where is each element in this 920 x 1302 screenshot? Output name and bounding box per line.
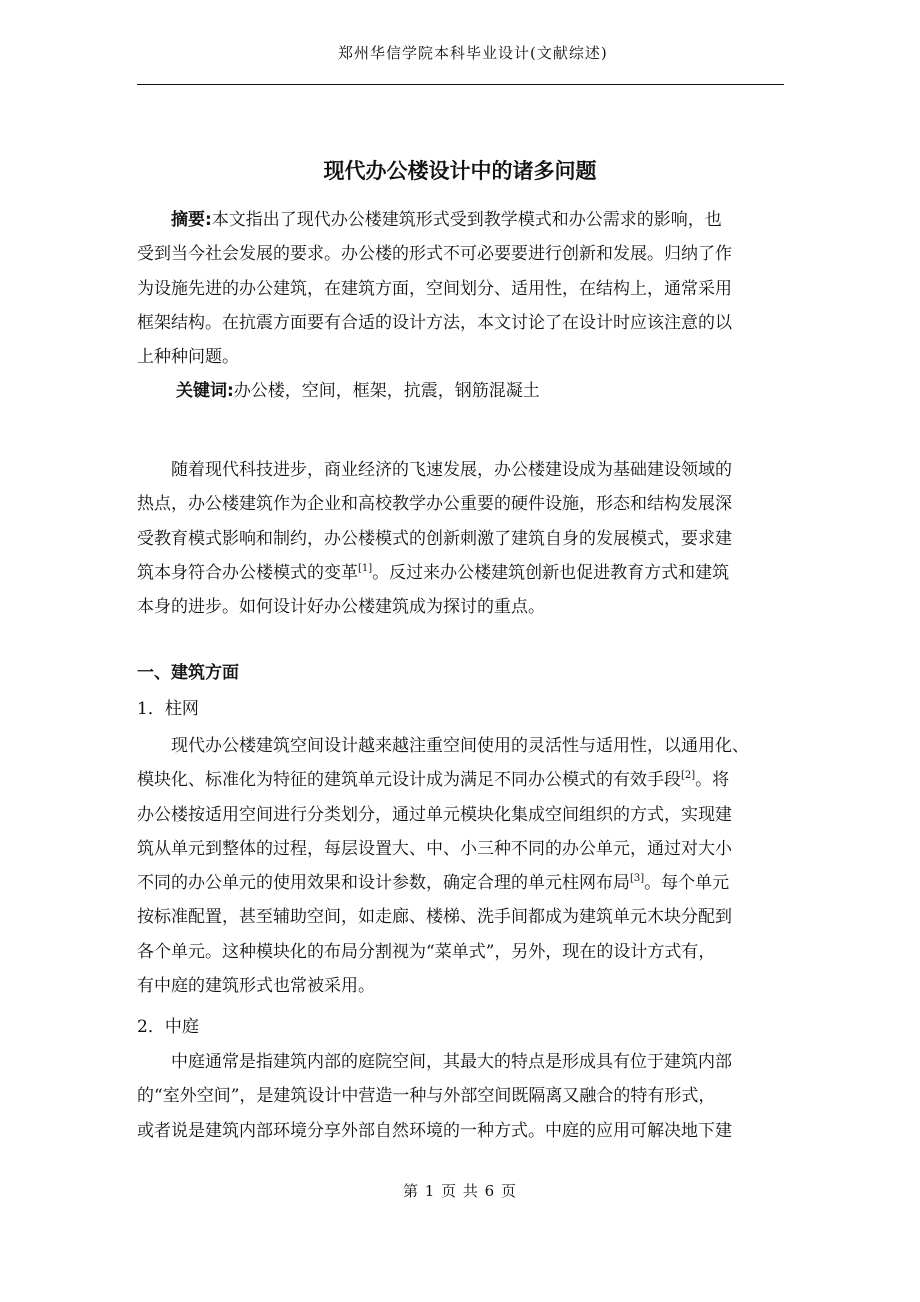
atrium-paragraph bbox=[137, 1045, 784, 1148]
abstract-text-line: 本文指出了现代办公楼建筑形式受到教学模式和办公需求的影响，也 bbox=[211, 210, 722, 230]
paragraph-text: 不同的办公单元的使用效果和设计参数，确定合理的单元柱网布局 bbox=[137, 873, 630, 894]
abstract-line: 上种种问题。 bbox=[137, 347, 239, 368]
paragraph-line bbox=[137, 763, 784, 797]
citation-reference: [2] bbox=[681, 770, 696, 782]
citation-reference: [1] bbox=[358, 562, 373, 574]
citation-reference: [3] bbox=[630, 873, 645, 885]
abstract-line: 框架结构。在抗震方面要有合适的设计方法，本文讨论了在设计时应该注意的以 bbox=[137, 312, 732, 333]
section-heading-architecture: 一、建筑方面 bbox=[137, 663, 239, 684]
abstract-line: 为设施先进的办公建筑，在建筑方面，空间划分、适用性，在结构上，通常采用 bbox=[137, 278, 732, 299]
paragraph-line: 筑从单元到整体的过程，每层设置大、中、小三种不同的办公单元，通过对大小 bbox=[137, 838, 732, 859]
abstract-label: 摘要: bbox=[171, 210, 212, 230]
keywords-text: 办公楼，空间，框架，抗震，钢筋混凝土 bbox=[233, 381, 540, 401]
subsection-heading-column-grid: 1．柱网 bbox=[137, 699, 199, 719]
paragraph-line: 本身的进步。如何设计好办公楼建筑成为探讨的重点。 bbox=[137, 597, 545, 618]
paragraph-line: 热点，办公楼建筑作为企业和高校教学办公重要的硬件设施，形态和结构发展深 bbox=[137, 494, 732, 515]
paragraph-line: 各个单元。这种模块化的布局分割视为“菜单式”，另外，现在的设计方式有， bbox=[137, 941, 716, 962]
introduction-paragraph bbox=[137, 453, 784, 624]
paragraph-text: 。将 bbox=[695, 770, 730, 791]
paragraph-line: 或者说是建筑内部环境分享外部自然环境的一种方式。中庭的应用可解决地下建 bbox=[137, 1120, 732, 1141]
paragraph-text: 筑本身符合办公楼模式的变革 bbox=[137, 562, 358, 583]
abstract-paragraph bbox=[137, 203, 784, 374]
subsection-heading-atrium: 2．中庭 bbox=[137, 1017, 199, 1037]
keywords-line bbox=[176, 374, 540, 408]
paragraph-line bbox=[137, 866, 784, 900]
paragraph-text: 模块化、标准化为特征的建筑单元设计成为满足不同办公模式的有效手段 bbox=[137, 770, 681, 791]
paragraph-text: 。每个单元 bbox=[644, 873, 730, 894]
header-divider bbox=[137, 84, 784, 85]
paragraph-line bbox=[137, 556, 784, 590]
keywords-label: 关键词: bbox=[176, 381, 234, 401]
paragraph-line: 办公楼按适用空间进行分类划分，通过单元模块化集成空间组织的方式，实现建 bbox=[137, 804, 732, 825]
paragraph-line: 受教育模式影响和制约，办公楼模式的创新刺激了建筑自身的发展模式，要求建 bbox=[137, 528, 732, 549]
abstract-line bbox=[137, 203, 784, 237]
document-title: 现代办公楼设计中的诸多问题 bbox=[323, 159, 597, 184]
paragraph-line: 随着现代科技进步，商业经济的飞速发展，办公楼建设成为基础建设领域的 bbox=[171, 460, 732, 480]
abstract-line: 受到当今社会发展的要求。办公楼的形式不可必要要进行创新和发展。归纳了作 bbox=[137, 244, 732, 265]
paragraph-line: 中庭通常是指建筑内部的庭院空间，其最大的特点是形成具有位于建筑内部 bbox=[171, 1052, 732, 1072]
column-grid-paragraph bbox=[137, 729, 784, 1003]
paragraph-text: 。反过来办公楼建筑创新也促进教育方式和建筑 bbox=[372, 562, 730, 583]
paragraph-line: 的“室外空间”，是建筑设计中营造一种与外部空间既隔离又融合的特有形式， bbox=[137, 1086, 716, 1107]
paragraph-line: 现代办公楼建筑空间设计越来越注重空间使用的灵活性与适用性，以通用化、 bbox=[171, 736, 749, 756]
paragraph-line: 有中庭的建筑形式也常被采用。 bbox=[137, 976, 375, 997]
page-header: 郑州华信学院本科毕业设计(文献综述) bbox=[338, 44, 608, 62]
page-footer: 第 1 页 共 6 页 bbox=[403, 1182, 517, 1200]
paragraph-line: 按标准配置，甚至辅助空间，如走廊、楼梯、洗手间都成为建筑单元木块分配到 bbox=[137, 907, 732, 928]
